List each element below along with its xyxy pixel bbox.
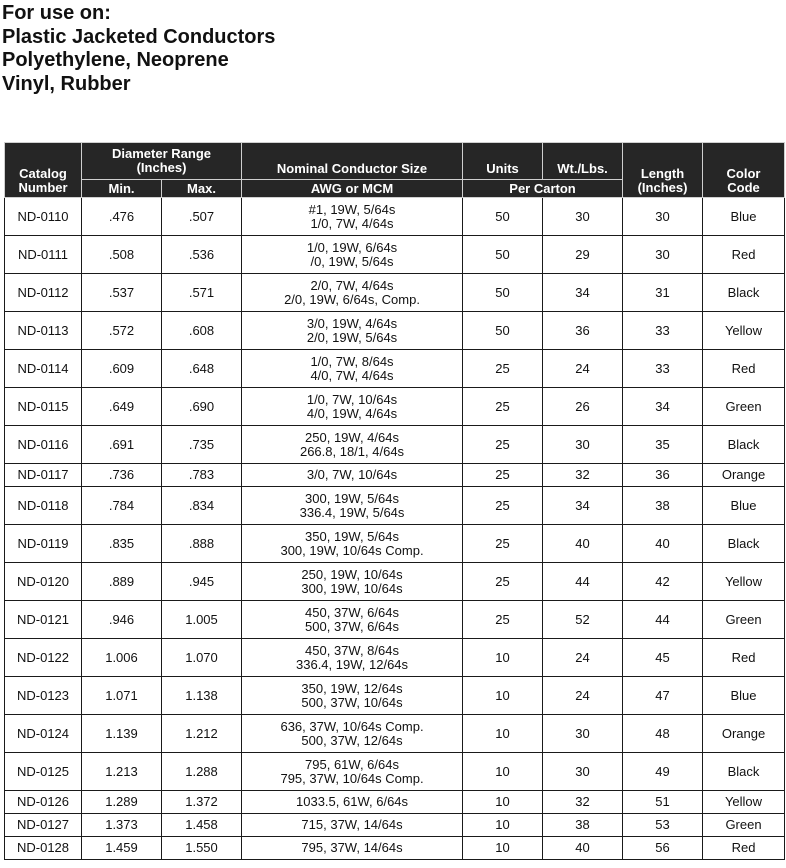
table-row [5, 677, 785, 715]
cell-length: 49 [623, 753, 703, 791]
cell-color: Red [703, 639, 785, 677]
cell-min: 1.006 [82, 639, 162, 677]
cell-catalog: ND-0110 [5, 198, 82, 236]
cell-catalog: ND-0122 [5, 639, 82, 677]
cell-max: 1.458 [162, 814, 242, 837]
cell-max: .735 [162, 426, 242, 464]
cell-length: 33 [623, 312, 703, 350]
cell-weight: 30 [543, 715, 623, 753]
cell-units: 25 [463, 388, 543, 426]
cell-catalog: ND-0115 [5, 388, 82, 426]
cell-weight: 24 [543, 350, 623, 388]
cell-max: .783 [162, 464, 242, 487]
cell-conductor-size: 250, 19W, 4/64s 266.8, 18/1, 4/64s [242, 426, 463, 464]
cell-catalog: ND-0112 [5, 274, 82, 312]
cell-min: 1.071 [82, 677, 162, 715]
cell-color: Green [703, 601, 785, 639]
cell-min: .476 [82, 198, 162, 236]
header-weight: Wt./Lbs. [543, 143, 623, 180]
cell-catalog: ND-0111 [5, 236, 82, 274]
table-row [5, 563, 785, 601]
cell-conductor-size: 636, 37W, 10/64s Comp. 500, 37W, 12/64s [242, 715, 463, 753]
table-row [5, 198, 785, 236]
cell-color: Yellow [703, 312, 785, 350]
cell-conductor-size: 715, 37W, 14/64s [242, 814, 463, 837]
cell-min: .736 [82, 464, 162, 487]
intro-text [2, 2, 275, 96]
cell-length: 53 [623, 814, 703, 837]
cell-catalog: ND-0126 [5, 791, 82, 814]
cell-units: 50 [463, 312, 543, 350]
cell-weight: 38 [543, 814, 623, 837]
cell-max: .507 [162, 198, 242, 236]
cell-length: 56 [623, 837, 703, 860]
cell-max: 1.288 [162, 753, 242, 791]
cell-color: Yellow [703, 791, 785, 814]
table-row [5, 791, 785, 814]
table-row [5, 487, 785, 525]
cell-color: Blue [703, 198, 785, 236]
cell-weight: 40 [543, 525, 623, 563]
cell-catalog: ND-0120 [5, 563, 82, 601]
cell-max: 1.005 [162, 601, 242, 639]
cell-catalog: ND-0114 [5, 350, 82, 388]
cell-min: .572 [82, 312, 162, 350]
cell-min: 1.373 [82, 814, 162, 837]
table-row [5, 388, 785, 426]
table-row [5, 236, 785, 274]
cell-conductor-size: 2/0, 7W, 4/64s 2/0, 19W, 6/64s, Comp. [242, 274, 463, 312]
cell-min: .508 [82, 236, 162, 274]
cell-max: .888 [162, 525, 242, 563]
cell-units: 10 [463, 753, 543, 791]
cell-length: 38 [623, 487, 703, 525]
header-max: Max. [162, 180, 242, 198]
cell-color: Red [703, 350, 785, 388]
cell-max: .608 [162, 312, 242, 350]
cell-weight: 24 [543, 677, 623, 715]
header-awg-mcm: AWG or MCM [242, 180, 463, 198]
header-catalog-number: Catalog Number [5, 143, 82, 198]
cell-max: 1.212 [162, 715, 242, 753]
cell-weight: 29 [543, 236, 623, 274]
cell-units: 10 [463, 715, 543, 753]
cell-color: Yellow [703, 563, 785, 601]
cell-min: .946 [82, 601, 162, 639]
cell-catalog: ND-0117 [5, 464, 82, 487]
cell-conductor-size: #1, 19W, 5/64s 1/0, 7W, 4/64s [242, 198, 463, 236]
cell-min: 1.139 [82, 715, 162, 753]
intro-line: Polyethylene, Neoprene [2, 49, 229, 71]
cell-conductor-size: 3/0, 7W, 10/64s [242, 464, 463, 487]
cell-length: 33 [623, 350, 703, 388]
cell-color: Black [703, 753, 785, 791]
cell-conductor-size: 350, 19W, 5/64s 300, 19W, 10/64s Comp. [242, 525, 463, 563]
cell-length: 47 [623, 677, 703, 715]
cell-min: 1.289 [82, 791, 162, 814]
cell-color: Red [703, 236, 785, 274]
cell-max: .945 [162, 563, 242, 601]
cell-max: .536 [162, 236, 242, 274]
header-units: Units [463, 143, 543, 180]
cell-color: Red [703, 837, 785, 860]
cell-conductor-size: 450, 37W, 8/64s 336.4, 19W, 12/64s [242, 639, 463, 677]
cell-max: .690 [162, 388, 242, 426]
cell-catalog: ND-0121 [5, 601, 82, 639]
header-min: Min. [82, 180, 162, 198]
cell-units: 10 [463, 837, 543, 860]
product-table [4, 142, 785, 860]
cell-min: .835 [82, 525, 162, 563]
cell-conductor-size: 1/0, 19W, 6/64s /0, 19W, 5/64s [242, 236, 463, 274]
cell-max: 1.550 [162, 837, 242, 860]
cell-weight: 32 [543, 791, 623, 814]
cell-conductor-size: 250, 19W, 10/64s 300, 19W, 10/64s [242, 563, 463, 601]
cell-weight: 36 [543, 312, 623, 350]
cell-weight: 44 [543, 563, 623, 601]
cell-catalog: ND-0118 [5, 487, 82, 525]
cell-units: 10 [463, 791, 543, 814]
table-row [5, 814, 785, 837]
cell-length: 48 [623, 715, 703, 753]
cell-min: .889 [82, 563, 162, 601]
cell-max: 1.138 [162, 677, 242, 715]
cell-length: 51 [623, 791, 703, 814]
cell-weight: 40 [543, 837, 623, 860]
table-row [5, 753, 785, 791]
table-row [5, 639, 785, 677]
cell-units: 25 [463, 464, 543, 487]
cell-weight: 26 [543, 388, 623, 426]
cell-length: 45 [623, 639, 703, 677]
cell-weight: 24 [543, 639, 623, 677]
cell-color: Blue [703, 487, 785, 525]
cell-catalog: ND-0123 [5, 677, 82, 715]
cell-color: Green [703, 814, 785, 837]
intro-line: Plastic Jacketed Conductors [2, 25, 276, 48]
cell-min: .784 [82, 487, 162, 525]
cell-color: Green [703, 388, 785, 426]
cell-max: .648 [162, 350, 242, 388]
cell-catalog: ND-0124 [5, 715, 82, 753]
cell-units: 50 [463, 236, 543, 274]
cell-units: 25 [463, 350, 543, 388]
intro-line: Vinyl, Rubber [2, 72, 131, 95]
cell-units: 50 [463, 274, 543, 312]
cell-catalog: ND-0127 [5, 814, 82, 837]
cell-length: 35 [623, 426, 703, 464]
cell-color: Blue [703, 677, 785, 715]
cell-length: 34 [623, 388, 703, 426]
table-row [5, 525, 785, 563]
cell-length: 31 [623, 274, 703, 312]
cell-min: .649 [82, 388, 162, 426]
table-row [5, 274, 785, 312]
cell-catalog: ND-0119 [5, 525, 82, 563]
table-row [5, 312, 785, 350]
cell-weight: 34 [543, 487, 623, 525]
header-diameter-range: Diameter Range (Inches) [82, 143, 242, 180]
cell-min: .691 [82, 426, 162, 464]
cell-max: .571 [162, 274, 242, 312]
cell-units: 25 [463, 426, 543, 464]
cell-length: 36 [623, 464, 703, 487]
cell-max: .834 [162, 487, 242, 525]
cell-units: 10 [463, 639, 543, 677]
cell-units: 25 [463, 563, 543, 601]
cell-units: 25 [463, 487, 543, 525]
cell-min: .537 [82, 274, 162, 312]
cell-conductor-size: 795, 61W, 6/64s 795, 37W, 10/64s Comp. [242, 753, 463, 791]
header-color-code: Color Code [703, 143, 785, 198]
cell-color: Black [703, 525, 785, 563]
header-nominal-conductor-size: Nominal Conductor Size [242, 143, 463, 180]
table-row [5, 715, 785, 753]
cell-weight: 30 [543, 198, 623, 236]
cell-color: Orange [703, 464, 785, 487]
cell-min: .609 [82, 350, 162, 388]
cell-length: 40 [623, 525, 703, 563]
cell-units: 10 [463, 814, 543, 837]
cell-units: 10 [463, 677, 543, 715]
cell-min: 1.459 [82, 837, 162, 860]
cell-units: 25 [463, 525, 543, 563]
cell-weight: 52 [543, 601, 623, 639]
cell-units: 50 [463, 198, 543, 236]
header-length: Length (Inches) [623, 143, 703, 198]
cell-weight: 30 [543, 753, 623, 791]
cell-catalog: ND-0116 [5, 426, 82, 464]
table-row [5, 426, 785, 464]
cell-max: 1.070 [162, 639, 242, 677]
cell-conductor-size: 350, 19W, 12/64s 500, 37W, 10/64s [242, 677, 463, 715]
cell-conductor-size: 1/0, 7W, 8/64s 4/0, 7W, 4/64s [242, 350, 463, 388]
cell-length: 30 [623, 236, 703, 274]
cell-color: Black [703, 274, 785, 312]
cell-weight: 34 [543, 274, 623, 312]
cell-catalog: ND-0128 [5, 837, 82, 860]
table-row [5, 350, 785, 388]
table-row [5, 837, 785, 860]
cell-conductor-size: 3/0, 19W, 4/64s 2/0, 19W, 5/64s [242, 312, 463, 350]
cell-catalog: ND-0113 [5, 312, 82, 350]
cell-conductor-size: 795, 37W, 14/64s [242, 837, 463, 860]
table-row [5, 601, 785, 639]
cell-conductor-size: 300, 19W, 5/64s 336.4, 19W, 5/64s [242, 487, 463, 525]
cell-length: 44 [623, 601, 703, 639]
cell-catalog: ND-0125 [5, 753, 82, 791]
cell-units: 25 [463, 601, 543, 639]
cell-length: 42 [623, 563, 703, 601]
cell-conductor-size: 1/0, 7W, 10/64s 4/0, 19W, 4/64s [242, 388, 463, 426]
cell-length: 30 [623, 198, 703, 236]
cell-conductor-size: 450, 37W, 6/64s 500, 37W, 6/64s [242, 601, 463, 639]
cell-color: Black [703, 426, 785, 464]
cell-weight: 32 [543, 464, 623, 487]
table-row [5, 464, 785, 487]
cell-conductor-size: 1033.5, 61W, 6/64s [242, 791, 463, 814]
cell-color: Orange [703, 715, 785, 753]
intro-line: For use on: [2, 2, 111, 24]
header-per-carton: Per Carton [463, 180, 623, 198]
cell-max: 1.372 [162, 791, 242, 814]
cell-weight: 30 [543, 426, 623, 464]
cell-min: 1.213 [82, 753, 162, 791]
